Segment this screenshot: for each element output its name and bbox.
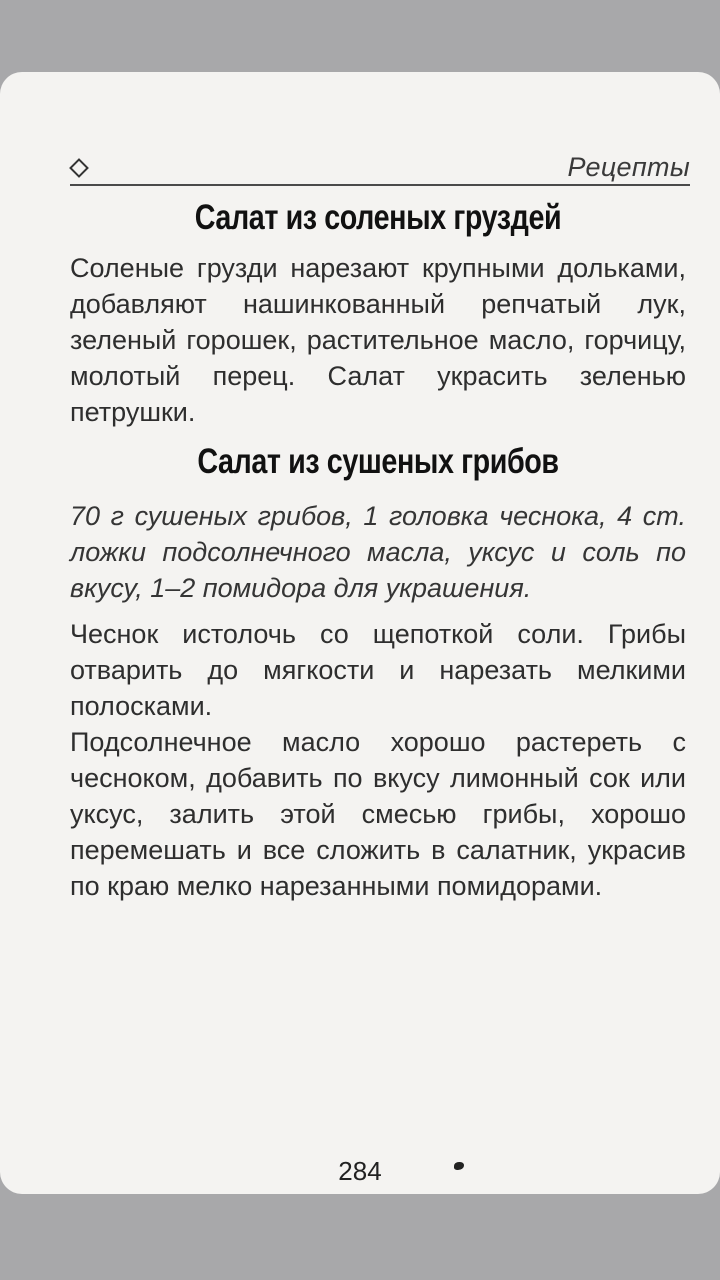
recipe2-step1: Чеснок истолочь со щепоткой соли. Грибы отварить до мягкости и нарезать мелкими полосками. [70, 619, 686, 721]
page-content [70, 196, 686, 904]
section-label: Рецепты [567, 152, 690, 182]
recipe2-step2: Подсолнечное масло хорошо растереть с чесноком, добавить по вкусу лимонный сок или уксус, залить этой смесью грибы, хорошо перемешать и все сложить в салатник, украсив по краю мелко нарезанными помидорами. [70, 727, 686, 901]
book-page [0, 72, 720, 1194]
recipe2-title: Салат из сушеных грибов [197, 442, 559, 481]
page-number: 284 [338, 1156, 382, 1186]
diamond-icon [69, 158, 89, 178]
recipe2-ingredients: 70 г сушеных грибов, 1 головка чеснока, 4 ст. ложки подсолнечного масла, уксус и соль по вкусу, 1–2 помидора для украшения. [70, 501, 686, 603]
recipe1-title: Салат из соленых груздей [194, 198, 562, 237]
recipe1-body: Соленые грузди нарезают крупными дольками, добавляют нашинкованный репчатый лук, зеленый горошек, растительное масло, горчицу, молотый перец. Салат украсить зеленью петрушки. [70, 253, 686, 427]
page-header [70, 154, 690, 186]
